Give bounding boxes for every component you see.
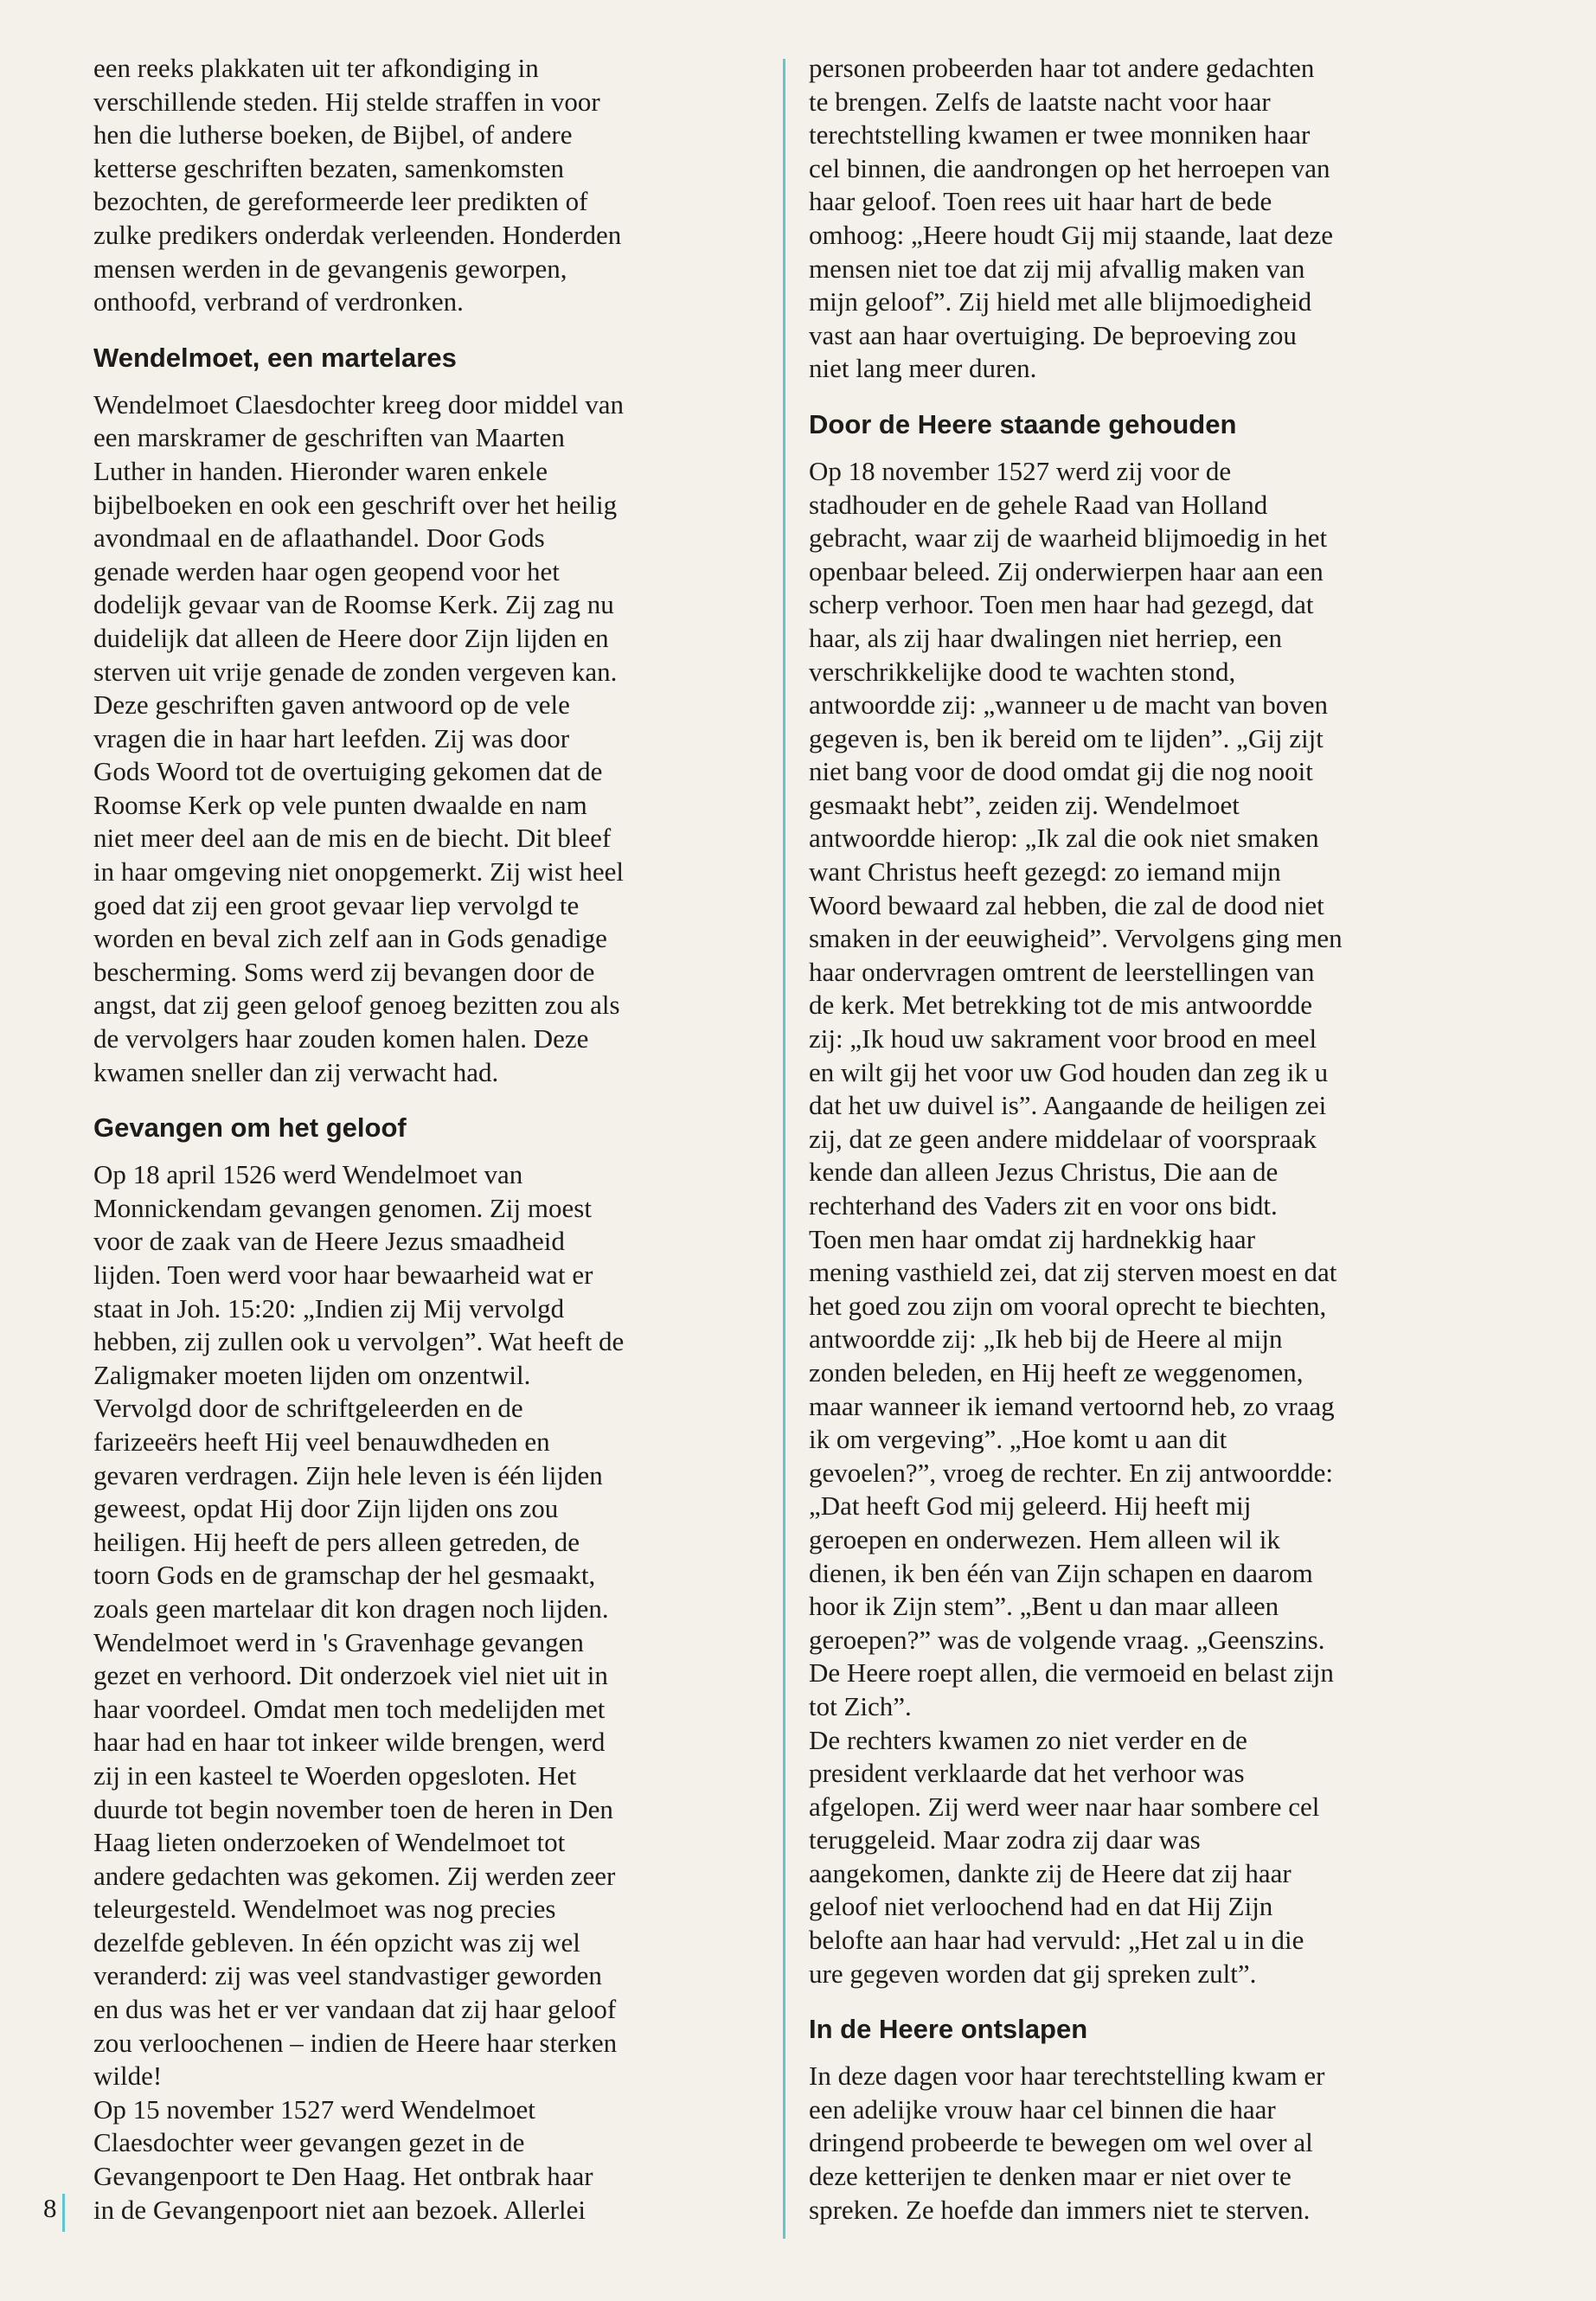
section-heading-gevangen: Gevangen om het geloof: [93, 1112, 407, 1144]
section-text-gevangen: Op 18 april 1526 werd Wendelmoet van Monnickendam gevangen genomen. Zij moest voor de zaak van de Heere Jezus smaadheid lijden. Toen werd voor haar bewaarheid wat er staat in Joh. 15:20: „Indien zij Mij vervolgd hebben, zij zullen ook u vervolgen”. Wat heeft de Zaligmaker moeten lijden om onzentwil. Vervolgd door de schriftgeleerden en de farizeeërs heeft Hij veel benauwdheden en gevaren verdragen. Zijn hele leven is één lijden geweest, opdat Hij door Zijn lijden ons zou heiligen. Hij heeft de pers alleen getreden, de toorn Gods en de gramschap der hel gesmaakt, zoals geen martelaar dit kon dragen noch lijden. Wendelmoet werd in 's Gravenhage gevangen gezet en verhoord. Dit onderzoek viel niet uit in haar voordeel. Omdat men toch medelijden met haar had en haar tot inkeer wilde brengen, werd zij in een kasteel te Woerden opgesloten. Het duurde tot begin november toen de heren in Den Haag lieten onderzoeken of Wendelmoet tot andere gedachten was gekomen. Zij werden zeer teleurgesteld. Wendelmoet was nog precies dezelfde gebleven. In één opzicht was zij wel veranderd: zij was veel standvastiger geworden en dus was het er ver vandaan dat zij haar geloof zou verloochenen – indien de Heere haar sterken wilde! Op 15 november 1527 werd Wendelmoet Claesdochter weer gevangen gezet in de Gevangenpoort te Den Haag. Het ontbrak haar in de Gevangenpoort niet aan bezoek. Allerlei: [93, 1159, 625, 2225]
left-column: [93, 52, 794, 2227]
section-text-martelares: Wendelmoet Claesdochter kreeg door middel van een marskramer de geschriften van Maarten Luther in handen. Hieronder waren enkele bijbelboeken en ook een geschrift over het heilig avondmaal en de aflaathandel. Door Gods genade werden haar ogen geopend voor het dodelijk gevaar van de Roomse Kerk. Zij zag nu duidelijk dat alleen de Heere door Zijn lijden en sterven uit vrije genade de zonden vergeven kan. Deze geschriften gaven antwoord op de vele vragen die in haar hart leefden. Zij was door Gods Woord tot de overtuiging gekomen dat de Roomse Kerk op vele punten dwaalde en nam niet meer deel aan de mis en de biecht. Dit bleef in haar omgeving niet onopgemerkt. Zij wist heel goed dat zij een groot gevaar liep vervolgd te worden en beval zich zelf aan in Gods genadige bescherming. Soms werd zij bevangen door de angst, dat zij geen geloof genoeg bezitten zou als de vervolgers haar zouden komen halen. Deze kwamen sneller dan zij verwacht had.: [93, 388, 624, 1087]
column-divider: [783, 59, 785, 2239]
section-heading-staande: Door de Heere staande gehouden: [809, 408, 1237, 439]
left-intro-paragraph: een reeks plakkaten uit ter afkondiging in verschillende steden. Hij stelde straffen in voor hen die lutherse boeken, de Bijbel, of andere ketterse geschriften bezaten, samenkomsten bezochten, de gereformeerde leer predikten of zulke predikers onderdak verleenden. Honderden mensen werden in de gevangenis geworpen, onthoofd, verbrand of verdronken.: [93, 53, 622, 317]
right-column: [809, 52, 1509, 2227]
section-text-staande: Op 18 november 1527 werd zij voor de stadhouder en de gehele Raad van Holland gebracht, waar zij de waarheid blijmoedig in het openbaar beleed. Zij onderwierpen haar aan een scherp verhoor. Toen men haar had gezegd, dat haar, als zij haar dwalingen niet herriep, een verschrikkelijke dood te wachten stond, antwoordde zij: „wanneer u de macht van boven gegeven is, ben ik bereid om te lijden”. „Gij zijt niet bang voor de dood omdat gij die nog nooit gesmaakt hebt”, zeiden zij. Wendelmoet antwoordde hierop: „Ik zal die ook niet smaken want Christus heeft gezegd: zo iemand mijn Woord bewaard zal hebben, die zal de dood niet smaken in der eeuwigheid”. Vervolgens ging men haar ondervragen omtrent de leerstellingen van de kerk. Met betrekking tot de mis antwoordde zij: „Ik houd uw sakrament voor brood en meel en wilt gij het voor uw God houden dan zeg ik u dat het uw duivel is”. Aangaande de heiligen zei zij, dat ze geen andere middelaar of voorspraak kende dan alleen Jezus Christus, Die aan de rechterhand des Vaders zit en voor ons bidt. Toen men haar omdat zij hardnekkig haar mening vasthield zei, dat zij sterven moest en dat het goed zou zijn om vooral oprecht te biechten, antwoordde zij: „Ik heb bij de Heere al mijn zonden beleden, en Hij heeft ze weggenomen, maar wanneer ik iemand vertoornd heb, zo vraag ik om vergeving”. „Hoe komt u aan dit gevoelen?”, vroeg de rechter. En zij antwoordde: „Dat heeft God mij geleerd. Hij heeft mij geroepen en onderwezen. Hem alleen wil ik dienen, ik ben één van Zijn schapen en daarom hoor ik Zijn stem”. „Bent u dan maar alleen geroepen?” was de volgende vraag. „Geenszins. De Heere roept allen, die vermoeid en belast zijn tot Zich”. De rechters kwamen zo niet verder en de president verklaarde dat het verhoor was afgelopen. Zij werd weer naar haar sombere cel teruggeleid. Maar zodra zij daar was aangekomen, dankte zij de Heere dat zij haar geloof niet verloochend had en dat Hij Zijn belofte aan haar had vervuld: „Het zal u in die ure gegeven worden dat gij spreken zult”.: [809, 455, 1343, 1989]
page-number: 8: [43, 2193, 57, 2223]
section-heading-martelares: Wendelmoet, een martelares: [93, 342, 457, 373]
section-text-ontslapen: In deze dagen voor haar terechtstelling kwam er een adelijke vrouw haar cel binnen die haar dringend probeerde te bewegen om wel over al deze ketterijen te denken maar er niet over te spreken. Ze hoefde dan immers niet te sterven.: [809, 2061, 1325, 2225]
section-heading-ontslapen: In de Heere ontslapen: [809, 2014, 1088, 2045]
page-number-bar: [62, 2194, 65, 2232]
right-intro-paragraph: personen probeerden haar tot andere gedachten te brengen. Zelfs de laatste nacht voor haar terechtstelling kwamen er twee monniken haar cel binnen, die aandrongen op het herroepen van haar geloof. Toen rees uit haar hart de bede omhoog: „Heere houdt Gij mij staande, laat deze mensen niet toe dat zij mij afvallig maken van mijn geloof”. Zij hield met alle blijmoedigheid vast aan haar overtuiging. De beproeving zou niet lang meer duren.: [809, 53, 1334, 384]
